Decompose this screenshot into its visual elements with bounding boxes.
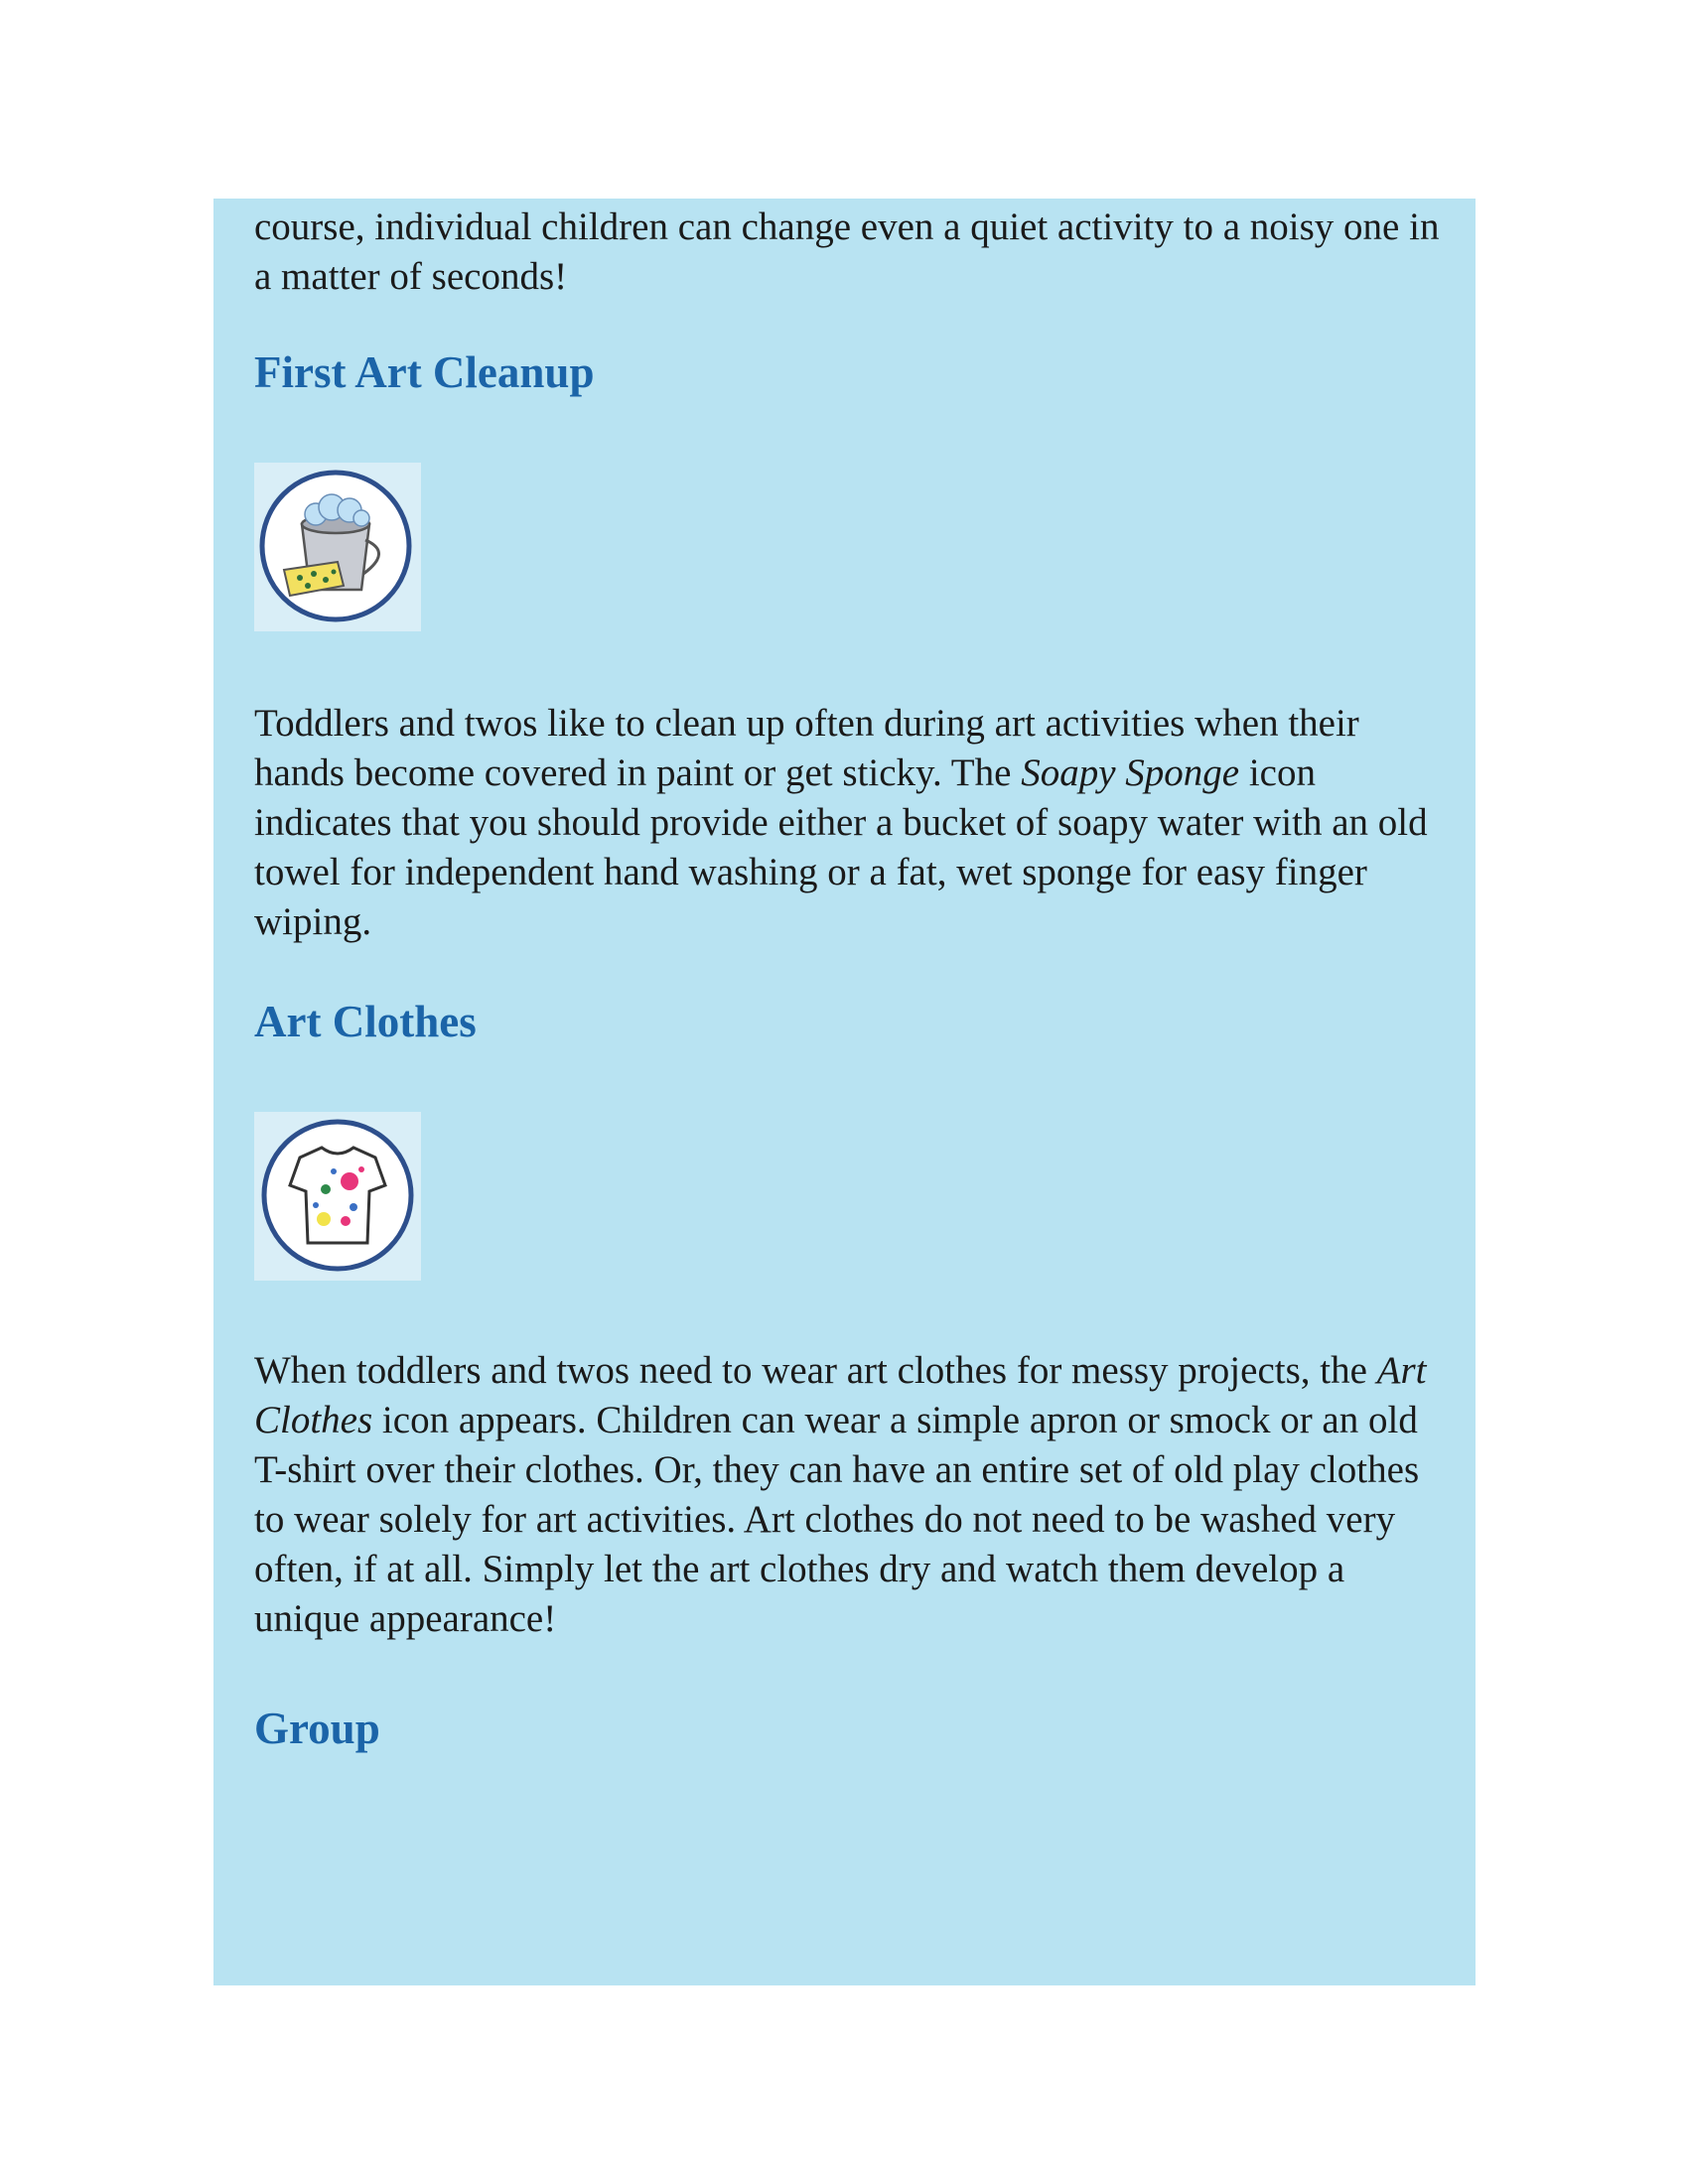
soapy-sponge-text-end: icon indicates that you should provide either a bucket of soapy water with an old towel for independent hand washing or a fat, wet sponge for easy finger wiping.: [254, 751, 1428, 943]
art-clothes-text-start: When toddlers and twos need to wear art clothes for messy projects, the: [254, 1349, 1377, 1392]
section-heading-first-art-cleanup: First Art Cleanup: [254, 347, 595, 397]
soapy-sponge-icon: [254, 463, 421, 631]
art-clothes-paragraph: [254, 1346, 1456, 1644]
intro-paragraph: course, individual children can change even a quiet activity to a noisy one in a matter of seconds!: [254, 205, 1440, 298]
soapy-sponge-paragraph: [254, 699, 1456, 947]
art-clothes-em: Art Clothes: [254, 1349, 1427, 1441]
content-panel: [213, 199, 1476, 1985]
section-heading-art-clothes: Art Clothes: [254, 997, 477, 1046]
soapy-sponge-text-start: Toddlers and twos like to clean up often during art activities when their hands become covered in paint or get sticky. The: [254, 702, 1359, 794]
art-clothes-text-end: icon appears. Children can wear a simple apron or smock or an old T-shirt over their clothes. Or, they can have an entire set of old play clothes to wear solely for art activities. Art clothes do not need to be washed very often, if at all. Simply let the art clothes dry and watch them develop a unique appearance!: [254, 1399, 1420, 1640]
art-clothes-icon: [254, 1112, 421, 1281]
soapy-sponge-em: Soapy Sponge: [1021, 751, 1240, 794]
section-heading-group: Group: [254, 1704, 380, 1753]
